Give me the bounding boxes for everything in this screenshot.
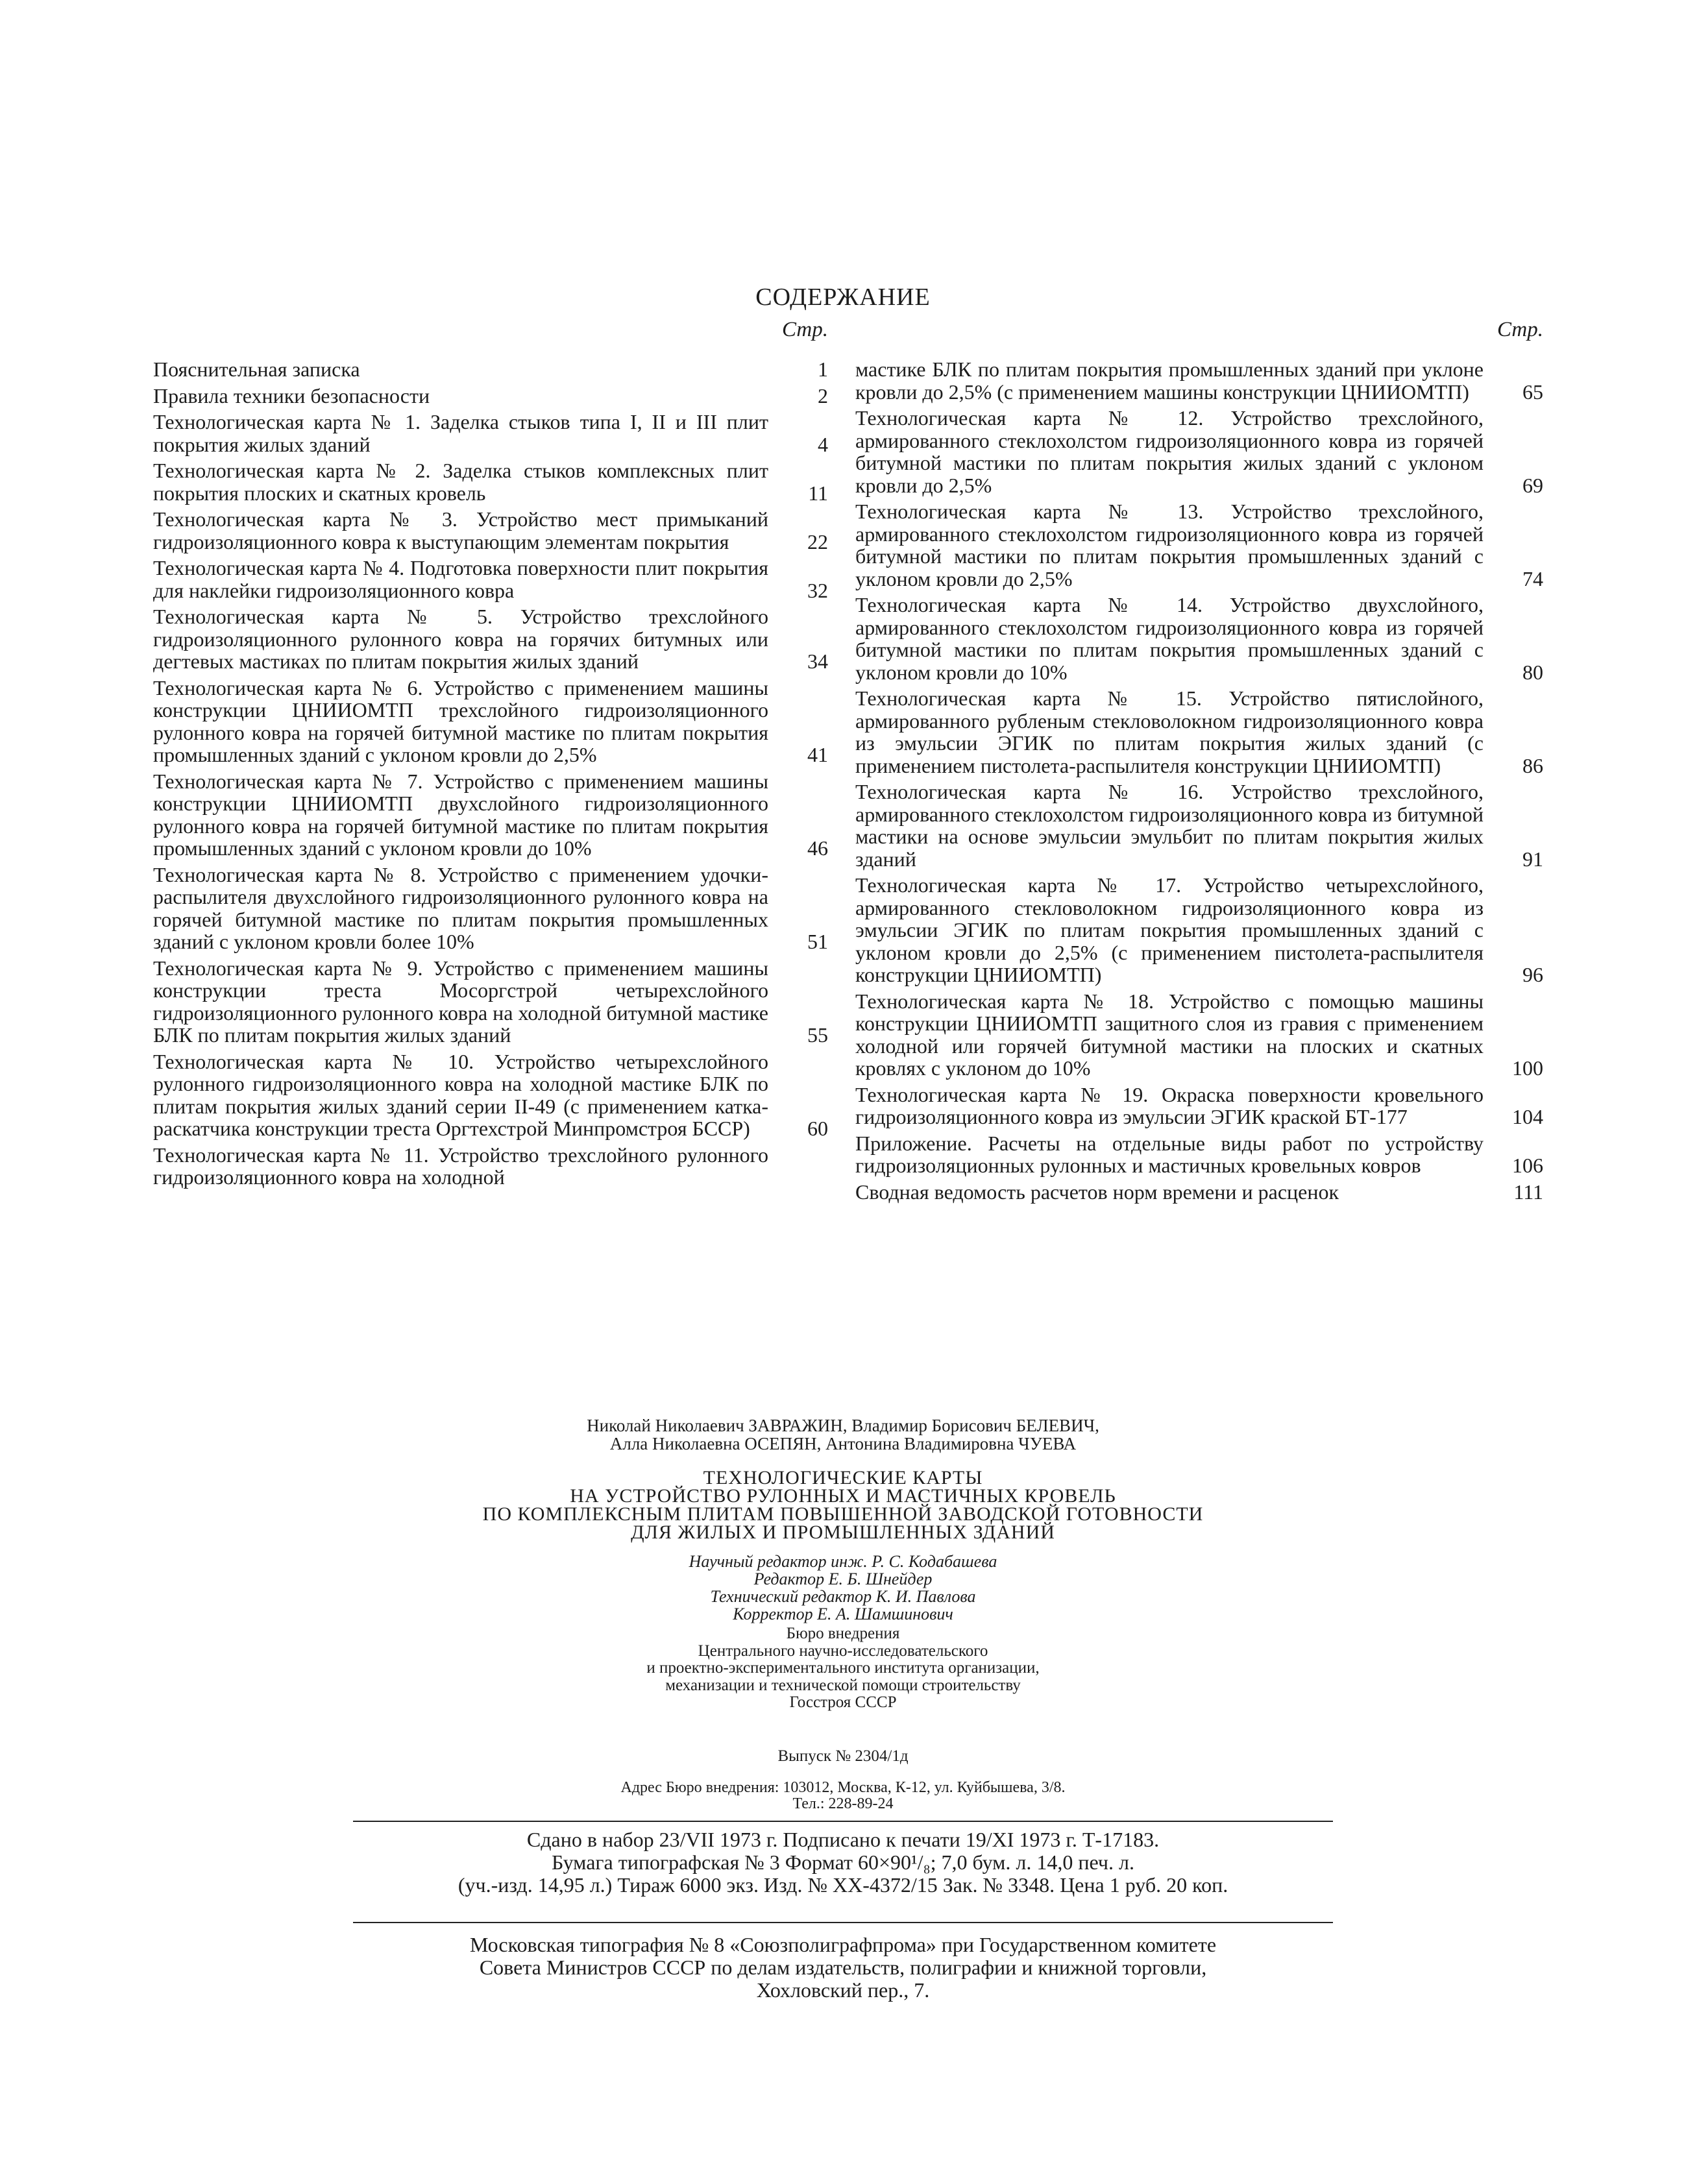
toc-entry — [153, 459, 828, 504]
book-title-line: ТЕХНОЛОГИЧЕСКИЕ КАРТЫ — [703, 1467, 983, 1488]
toc-entry-text: Приложение. Расчеты на отдельные виды работ по устройству гидроизоляционных рулонных и мастичных кровельных ковров — [855, 1131, 1484, 1177]
toc-entry — [153, 557, 828, 601]
printer-line: Московская типография № 8 «Союзполиграфпрома» при Государственном комитете — [469, 1933, 1217, 1956]
editor-line: Корректор Е. А. Шамшинович — [733, 1605, 953, 1623]
toc-entry-page: 55 — [807, 1023, 828, 1047]
bureau — [0, 1625, 1686, 1712]
toc-entry — [855, 687, 1543, 777]
toc-entry-page: 65 — [1522, 380, 1543, 404]
imprint-line: (уч.-изд. 14,95 л.) Тираж 6000 экз. Изд. № ХХ-4372/15 Зак. № 3348. Цена 1 руб. 20 коп. — [458, 1873, 1228, 1897]
address — [0, 1780, 1686, 1812]
toc-entry-text: Технологическая карта № 6. Устройство с применением машины конструкции ЦНИИОМТП трехслойного гидроизоляционного рулонного ковра на горячей битумной мастике по плитам покрытия промышленных зданий с уклоном кровли до 2,5% — [153, 675, 768, 766]
toc-entry-page: 46 — [807, 836, 828, 860]
toc-entry-text: Технологическая карта № 13. Устройство трехслойного, армированного стеклохолстом гидроизоляционного ковра из горячей битумной мастики по плитам покрытия промышленных зданий с уклоном кровли до 2,5% — [855, 500, 1484, 590]
toc-entry — [855, 594, 1543, 683]
printer-info — [0, 1934, 1686, 2002]
toc-entry-text: Технологическая карта № 12. Устройство трехслойного, армированного стеклохолстом гидроизоляционного ковра из горячей битумной мастики по плитам покрытия жилых зданий с уклоном кровли до 2,5% — [855, 406, 1484, 497]
toc-entry-page: 106 — [1512, 1154, 1543, 1177]
toc-title: СОДЕРЖАНИЕ — [755, 284, 931, 311]
toc-entry-text: Технологическая карта № 2. Заделка стыков комплексных плит покрытия плоских и скатных кровель — [153, 459, 768, 505]
toc-entry-text: Технологическая карта № 18. Устройство с помощью машины конструкции ЦНИИОМТП защитного слоя из гравия с применением холодной или горячей битумной мастики на плоских и скатных кровлях с уклоном до 10% — [855, 989, 1484, 1080]
toc-entry — [153, 1050, 828, 1140]
toc-entry-text: Технологическая карта № 11. Устройство трехслойного рулонного гидроизоляционного ковра на холодной — [153, 1143, 768, 1189]
book-title — [0, 1469, 1686, 1542]
authors — [0, 1416, 1686, 1453]
toc-entry — [153, 957, 828, 1047]
toc-entry-page: 100 — [1512, 1056, 1543, 1080]
address-line: Адрес Бюро внедрения: 103012, Москва, К-12, ул. Куйбышева, 3/8. — [620, 1779, 1066, 1796]
editor-line: Научный редактор инж. Р. С. Кодабашева — [689, 1552, 997, 1571]
toc-entry-page: 32 — [807, 578, 828, 602]
imprint — [0, 1828, 1686, 1897]
toc-entry-page: 1 — [818, 358, 828, 381]
toc-entry-text: Технологическая карта № 15. Устройство пятислойного, армированного рубленым стекловолокном гидроизоляционного ковра из эмульсии ЭГИК по плитам покрытия жилых зданий (с применением пистолета-распылителя конструкции ЦНИИОМТП) — [855, 686, 1484, 777]
book-title-line: НА УСТРОЙСТВО РУЛОННЫХ И МАСТИЧНЫХ КРОВЕЛЬ — [570, 1485, 1116, 1507]
bureau-line: Центрального научно-исследовательского — [698, 1642, 988, 1660]
bureau-line: механизации и технической помощи строительству — [665, 1676, 1021, 1694]
bureau-line: и проектно-экспериментального института организации, — [646, 1659, 1040, 1677]
address-line: Тел.: 228-89-24 — [792, 1795, 894, 1812]
toc-entry-text: Правила техники безопасности — [153, 383, 430, 407]
toc-entry — [855, 874, 1543, 986]
bureau-line: Бюро внедрения — [786, 1625, 900, 1642]
toc-right-entries — [855, 358, 1543, 1203]
toc-entry — [855, 1084, 1543, 1128]
toc-entry-page: 104 — [1512, 1105, 1543, 1128]
toc-entry-text: Сводная ведомость расчетов норм времени и расценок — [855, 1180, 1339, 1204]
toc-entry — [153, 677, 828, 766]
toc-entry-text: Технологическая карта № 16. Устройство трехслойного, армированного стеклохолстом гидроизоляционного ковра из битумной мастики на основе эмульсии эмульбит по плитам покрытия жилых зданий — [855, 780, 1484, 871]
imprint-line: Бумага типографская № 3 Формат 60×90¹/₈; 7,0 бум. л. 14,0 печ. л. — [552, 1850, 1134, 1874]
book-title-line: ДЛЯ ЖИЛЫХ И ПРОМЫШЛЕННЫХ ЗДАНИЙ — [631, 1522, 1055, 1543]
toc-entry-page: 60 — [807, 1117, 828, 1140]
toc-entry — [153, 864, 828, 953]
divider-top — [353, 1821, 1333, 1822]
toc-entry — [855, 500, 1543, 590]
toc-entry — [153, 411, 828, 455]
toc-entry-page: 51 — [807, 930, 828, 953]
toc-entry-page: 86 — [1522, 753, 1543, 777]
toc-entry — [153, 770, 828, 860]
page-column-label: Стр. — [781, 318, 828, 341]
toc-entry — [153, 508, 828, 553]
toc-left-entries — [153, 358, 828, 1189]
toc-entry — [855, 781, 1543, 870]
toc-entry — [153, 1144, 828, 1189]
toc-entry — [855, 1132, 1543, 1177]
toc-entry — [153, 358, 828, 381]
toc-entry-page: 34 — [807, 649, 828, 673]
book-title-line: ПО КОМПЛЕКСНЫМ ПЛИТАМ ПОВЫШЕННОЙ ЗАВОДСКОЙ ГОТОВНОСТИ — [482, 1503, 1204, 1525]
toc-entry — [153, 385, 828, 407]
toc-entry — [855, 407, 1543, 496]
toc-entry — [855, 1181, 1543, 1204]
toc-entry — [153, 605, 828, 673]
editors — [0, 1553, 1686, 1623]
toc-entry-text: Технологическая карта № 19. Окраска поверхности кровельного гидроизоляционного ковра из эмульсии ЭГИК краской БТ-177 — [855, 1082, 1484, 1128]
toc-entry-page: 4 — [818, 432, 828, 456]
bureau-line: Госстроя СССР — [789, 1693, 897, 1711]
toc-entry-text: мастике БЛК по плитам покрытия промышленных зданий при уклоне кровли до 2,5% (с применением машины конструкции ЦНИИОМТП) — [855, 358, 1484, 404]
toc-entry-page: 91 — [1522, 847, 1543, 871]
authors-line: Николай Николаевич ЗАВРАЖИН, Владимир Борисович БЕЛЕВИЧ, — [587, 1416, 1099, 1435]
toc-entry-page: 22 — [807, 529, 828, 553]
printer-line: Совета Министров СССР по делам издательств, полиграфии и книжной торговли, — [479, 1956, 1207, 1979]
divider-bottom — [353, 1922, 1333, 1923]
editor-line: Технический редактор К. И. Павлова — [710, 1587, 976, 1606]
toc-entry-page: 11 — [808, 481, 828, 505]
toc-entry-text: Технологическая карта № 1. Заделка стыков типа I, II и III плит покрытия жилых зданий — [153, 410, 768, 456]
toc-entry-text: Пояснительная записка — [153, 358, 360, 381]
issue-number: Выпуск № 2304/1д — [777, 1747, 909, 1765]
page-column-label: Стр. — [1497, 318, 1543, 341]
toc-entry-page: 41 — [807, 743, 828, 766]
toc-entry-page: 74 — [1522, 566, 1543, 590]
toc-entry-text: Технологическая карта № 7. Устройство с применением машины конструкции ЦНИИОМТП двухслойного гидроизоляционного рулонного ковра на горячей битумной мастике по плитам покрытия промышленных зданий с уклоном кровли до 10% — [153, 769, 768, 860]
toc-entry — [855, 358, 1543, 403]
printer-line: Хохловский пер., 7. — [756, 1978, 930, 2002]
toc-entry-text: Технологическая карта № 14. Устройство двухслойного, армированного стеклохолстом гидроизоляционного ковра из горячей битумной мастики по плитам покрытия промышленных зданий с уклоном кровли до 10% — [855, 593, 1484, 684]
toc-entry-page: 80 — [1522, 660, 1543, 684]
toc-entry-text: Технологическая карта № 8. Устройство с применением удочки-распылителя двухслойного гидроизоляционного рулонного ковра на горячей битумной мастике по плитам покрытия промышленных зданий с уклоном кровли более 10% — [153, 862, 768, 953]
authors-line: Алла Николаевна ОСЕПЯН, Антонина Владимировна ЧУЕВА — [609, 1434, 1077, 1453]
toc-entry-page: 69 — [1522, 473, 1543, 497]
toc-entry-text: Технологическая карта № 17. Устройство четырехслойного, армированного стекловолокном гидроизоляционного ковра из эмульсии ЭГИК по плитам покрытия промышленных зданий с уклоном кровли до 2,5% (с применением пистолета-распылителя конструкции ЦНИИОМТП) — [855, 873, 1484, 986]
toc-entry-page: 111 — [1513, 1180, 1543, 1204]
toc-entry-text: Технологическая карта № 9. Устройство с применением машины конструкции треста Мосоргстрой четырехслойного гидроизоляционного рулонного ковра на холодной битумной мастике БЛК по плитам покрытия жилых зданий — [153, 956, 768, 1047]
toc-entry-page: 96 — [1522, 963, 1543, 986]
toc-entry-text: Технологическая карта № 10. Устройство четырехслойного рулонного гидроизоляционного ковра на холодной мастике БЛК по плитам покрытия жилых зданий серии II-49 (с применением катка-раскатчика конструкции треста Оргтехстрой Минпромстроя БССР) — [153, 1049, 768, 1140]
toc-entry-text: Технологическая карта № 4. Подготовка поверхности плит покрытия для наклейки гидроизоляционного ковра — [153, 556, 768, 602]
editor-line: Редактор Е. Б. Шнейдер — [753, 1570, 933, 1588]
toc-entry-text: Технологическая карта № 5. Устройство трехслойного гидроизоляционного рулонного ковра на горячих битумных или дегтевых мастиках по плитам покрытия жилых зданий — [153, 605, 768, 673]
imprint-line: Сдано в набор 23/VII 1973 г. Подписано к печати 19/XI 1973 г. Т-17183. — [526, 1828, 1160, 1851]
toc-entry-page: 2 — [818, 383, 828, 407]
toc-entry — [855, 990, 1543, 1080]
toc-entry-text: Технологическая карта № 3. Устройство мест примыканий гидроизоляционного ковра к выступающим элементам покрытия — [153, 507, 768, 553]
